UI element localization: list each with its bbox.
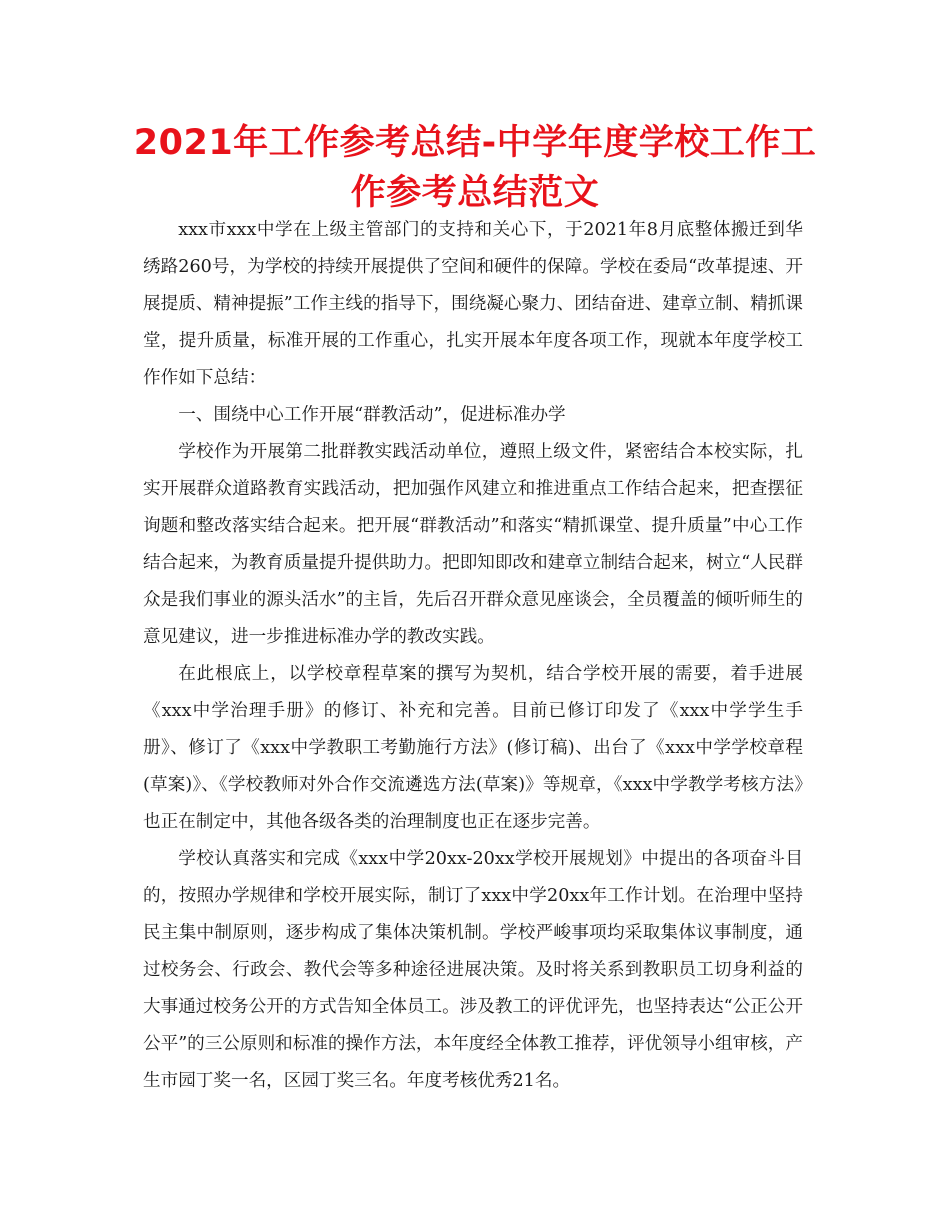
paragraph-intro: xxx市xxx中学在上级主管部门的支持和关心下，于2021年8月底整体搬迁到华绣路260号，为学校的持续开展提供了空间和硬件的保障。学校在委局“改革提速、开展提质、精神提振”工作主线的指导下，围绕凝心聚力、团结奋进、建章立制、精抓课堂，提升质量，标准开展的工作重心，扎实开展本年度各项工作，现就本年度学校工作作如下总结：: [143, 220, 803, 388]
document-title: 2021年工作参考总结-中学年度学校工作工作参考总结范文: [133, 123, 817, 213]
section-heading: 一、围绕中心工作开展“群教活动”，促进标准办学: [178, 405, 566, 425]
paragraph: 在此根底上，以学校章程草案的撰写为契机，结合学校开展的需要，着手进展《xxx中学治理手册》的修订、补充和完善。目前已修订印发了《xxx中学学生手册》、修订了《xxx中学教职工考勤施行方法》(修订稿)、出台了《xxx中学学校章程(草案)》、《学校教师对外合作交流遴选方法(草案)》等规章，《xxx中学教学考核方法》也正在制定中，其他各级各类的治理制度也正在逐步完善。: [143, 664, 803, 832]
paragraph: 学校认真落实和完成《xxx中学20xx-20xx学校开展规划》中提出的各项奋斗目的，按照办学规律和学校开展实际，制订了xxx中学20xx年工作计划。在治理中坚持民主集中制原则，逐步构成了集体决策机制。学校严峻事项均采取集体议事制度，通过校务会、行政会、教代会等多种途径进展决策。及时将关系到教职员工切身利益的大事通过校务公开的方式告知全体员工。涉及教工的评优评先，也坚持表达“公正公开公平”的三公原则和标准的操作方法，本年度经全体教工推荐，评优领导小组审核，产生市园丁奖一名，区园丁奖三名。年度考核优秀21名。: [143, 849, 803, 1091]
paragraph: 学校作为开展第二批群教实践活动单位，遵照上级文件，紧密结合本校实际，扎实开展群众道路教育实践活动，把加强作风建立和推进重点工作结合起来，把查摆征询题和整改落实结合起来。把开展“群教活动”和落实“精抓课堂、提升质量”中心工作结合起来，为教育质量提升提供助力。把即知即改和建章立制结合起来，树立“人民群众是我们事业的源头活水”的主旨，先后召开群众意见座谈会，全员覆盖的倾听师生的意见建议，进一步推进标准办学的教改实践。: [143, 442, 803, 647]
document-body: [143, 212, 803, 1100]
